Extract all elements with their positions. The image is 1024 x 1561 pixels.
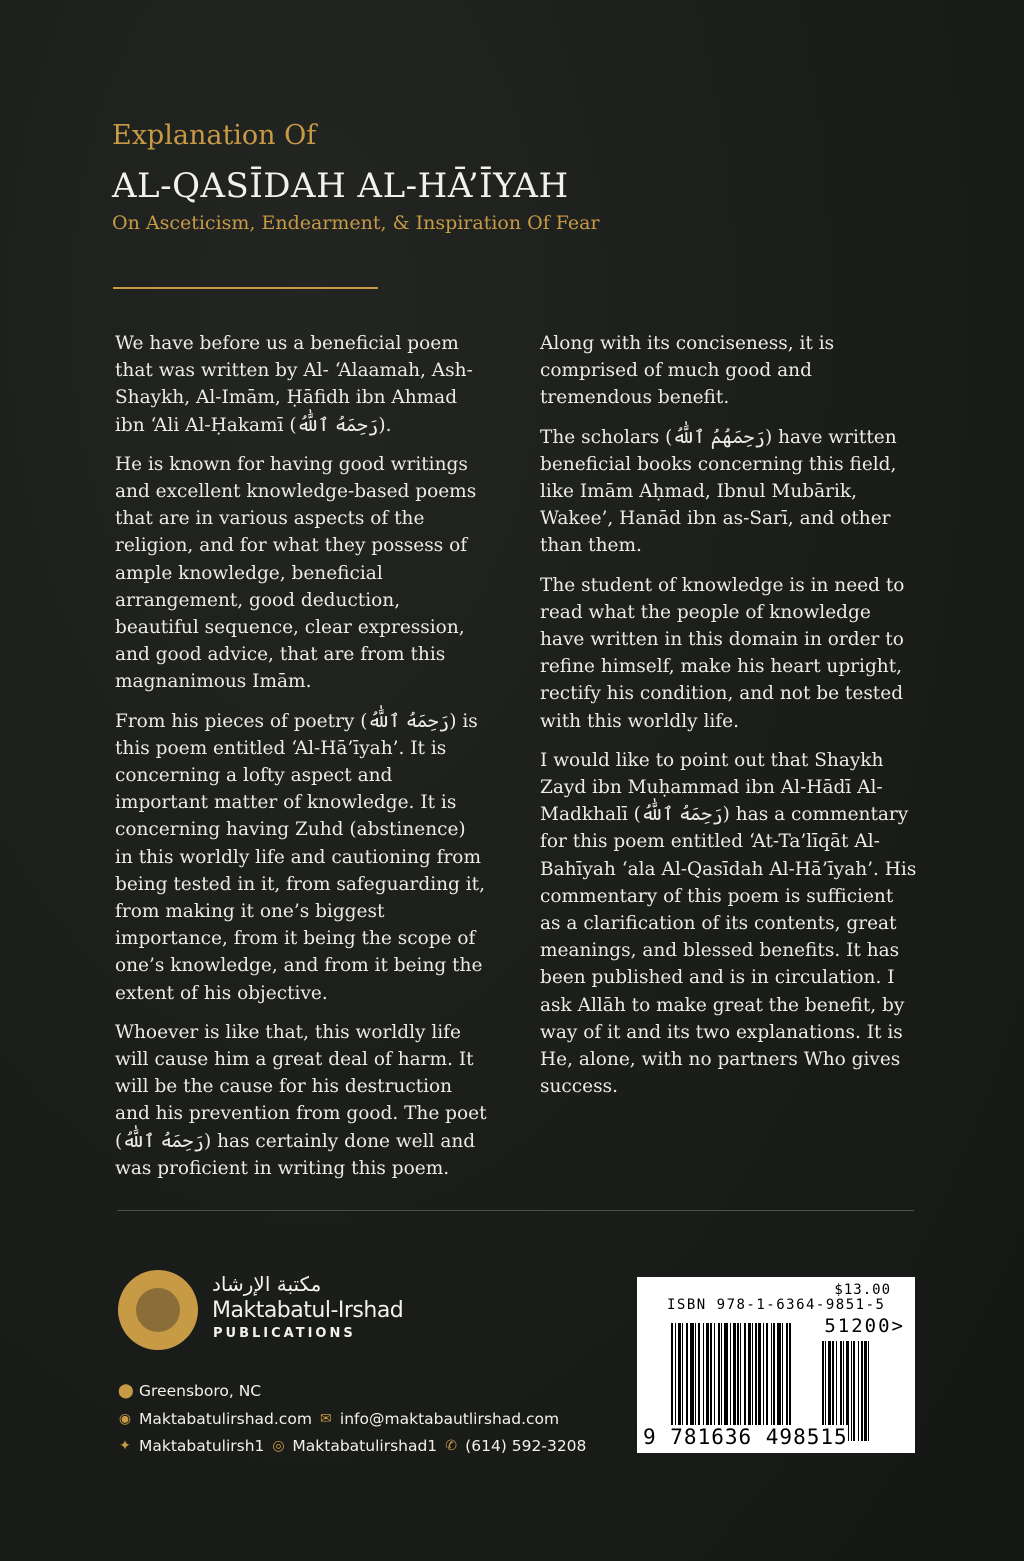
email: info@maktabautlirshad.com bbox=[339, 1410, 560, 1428]
isbn: ISBN 978-1-6364-9851-5 bbox=[667, 1297, 886, 1313]
location-pin-icon: ⬤ bbox=[118, 1383, 134, 1399]
globe-icon: ◉ bbox=[118, 1411, 132, 1427]
paragraph: I would like to point out that Shaykh Zayd ibn Muḥammad ibn Al-Hādī Al-Madkhalī (رَحِمَهُ ٱللَّٰهُ) has a commentary for this poem entitled ‘At-Ta’līqāt Al-Bahīyah ‘ala Al-Qasīdah Al-Hā’īyah’. His commentary of this poem is sufficient as a clarification of its contents, great meanings, and blessed benefits. It has been published and is in circulation. I ask Allāh to make great the benefit, by way of it and its two explanations. It is He, alone, with no partners Who gives success. bbox=[540, 749, 917, 1098]
left-column bbox=[115, 330, 487, 1194]
paragraph: The student of knowledge is in need to read what the people of knowledge have written in this domain in order to refine himself, make his heart upright, rectify his condition, and not be tested with this worldly life. bbox=[540, 574, 905, 732]
social-line bbox=[118, 1437, 586, 1455]
paragraph: Whoever is like that, this worldly life will cause him a great deal of harm. It will be the cause for his destruction and his prevention from good. The poet (رَحِمَهُ ٱللَّٰهُ) has certainly done well and was proficient in writing this poem. bbox=[115, 1021, 487, 1179]
publisher-name: Maktabatul-Irshad bbox=[212, 1298, 404, 1323]
price-code: 51200> bbox=[824, 1315, 905, 1337]
location: Greensboro, NC bbox=[139, 1382, 262, 1400]
section-divider bbox=[117, 1210, 914, 1211]
pretitle: Explanation Of bbox=[112, 120, 317, 151]
right-column bbox=[540, 330, 918, 1112]
paragraph: From his pieces of poetry (رَحِمَهُ ٱللَّٰهُ) is this poem entitled ‘Al-Hā’īyah’. It is concerning a lofty aspect and important matter of knowledge. It is concerning having Zuhd (abstinence) in this worldly life and cautioning from being tested in it, from safeguarding it, from making it one’s biggest importance, from it being the scope of one’s knowledge, and from it being the extent of his objective. bbox=[115, 710, 485, 1004]
paragraph: He is known for having good writings and excellent knowledge-based poems that are in various aspects of the religion, and for what they possess of ample knowledge, beneficial arrangement, good deduction, beautiful sequence, clear expression, and good advice, that are from this magnanimous Imām. bbox=[115, 453, 477, 693]
isbn-barcode bbox=[637, 1277, 915, 1453]
title-divider bbox=[113, 287, 378, 289]
web-line bbox=[118, 1410, 559, 1428]
publisher-logo-icon bbox=[118, 1270, 198, 1350]
paragraph: We have before us a beneficial poem that was written by Al- ‘Alaamah, Ash-Shaykh, Al-Imām, Ḥāfidh ibn Ahmad ibn ‘Ali Al-Ḥakamī (رَحِمَهُ ٱللَّٰهُ). bbox=[115, 333, 473, 436]
twitter-handle: Maktabatulirsh1 bbox=[139, 1437, 265, 1455]
barcode-bar bbox=[869, 1341, 871, 1441]
publisher-name-arabic: مكتبة الإرشاد bbox=[212, 1272, 322, 1296]
subtitle: On Asceticism, Endearment, & Inspiration Of Fear bbox=[112, 212, 600, 234]
phone: (614) 592-3208 bbox=[465, 1437, 587, 1455]
barcode-number: 9 781636 498515 bbox=[643, 1425, 848, 1449]
twitter-icon: ✦ bbox=[119, 1438, 131, 1454]
location-line bbox=[118, 1382, 261, 1400]
instagram-handle: Maktabatulirshad1 bbox=[292, 1437, 438, 1455]
publisher-subtitle: PUBLICATIONS bbox=[213, 1326, 356, 1341]
instagram-icon: ◎ bbox=[272, 1438, 285, 1454]
book-title: AL-QASĪDAH AL-HĀ’ĪYAH bbox=[112, 166, 569, 206]
paragraph: The scholars (رَحِمَهُمُ ٱللَّٰهُ) have written beneficial books concerning this field, like Imām Aḥmad, Ibnul Mubārik, Wakee’, Hanād ibn as-Sarī, and other than them. bbox=[540, 426, 897, 557]
mail-icon: ✉ bbox=[320, 1411, 332, 1427]
whatsapp-icon: ✆ bbox=[445, 1438, 458, 1454]
website: Maktabatulirshad.com bbox=[139, 1410, 312, 1428]
price: $13.00 bbox=[834, 1282, 891, 1298]
paragraph: Along with its conciseness, it is comprised of much good and tremendous benefit. bbox=[540, 333, 835, 409]
